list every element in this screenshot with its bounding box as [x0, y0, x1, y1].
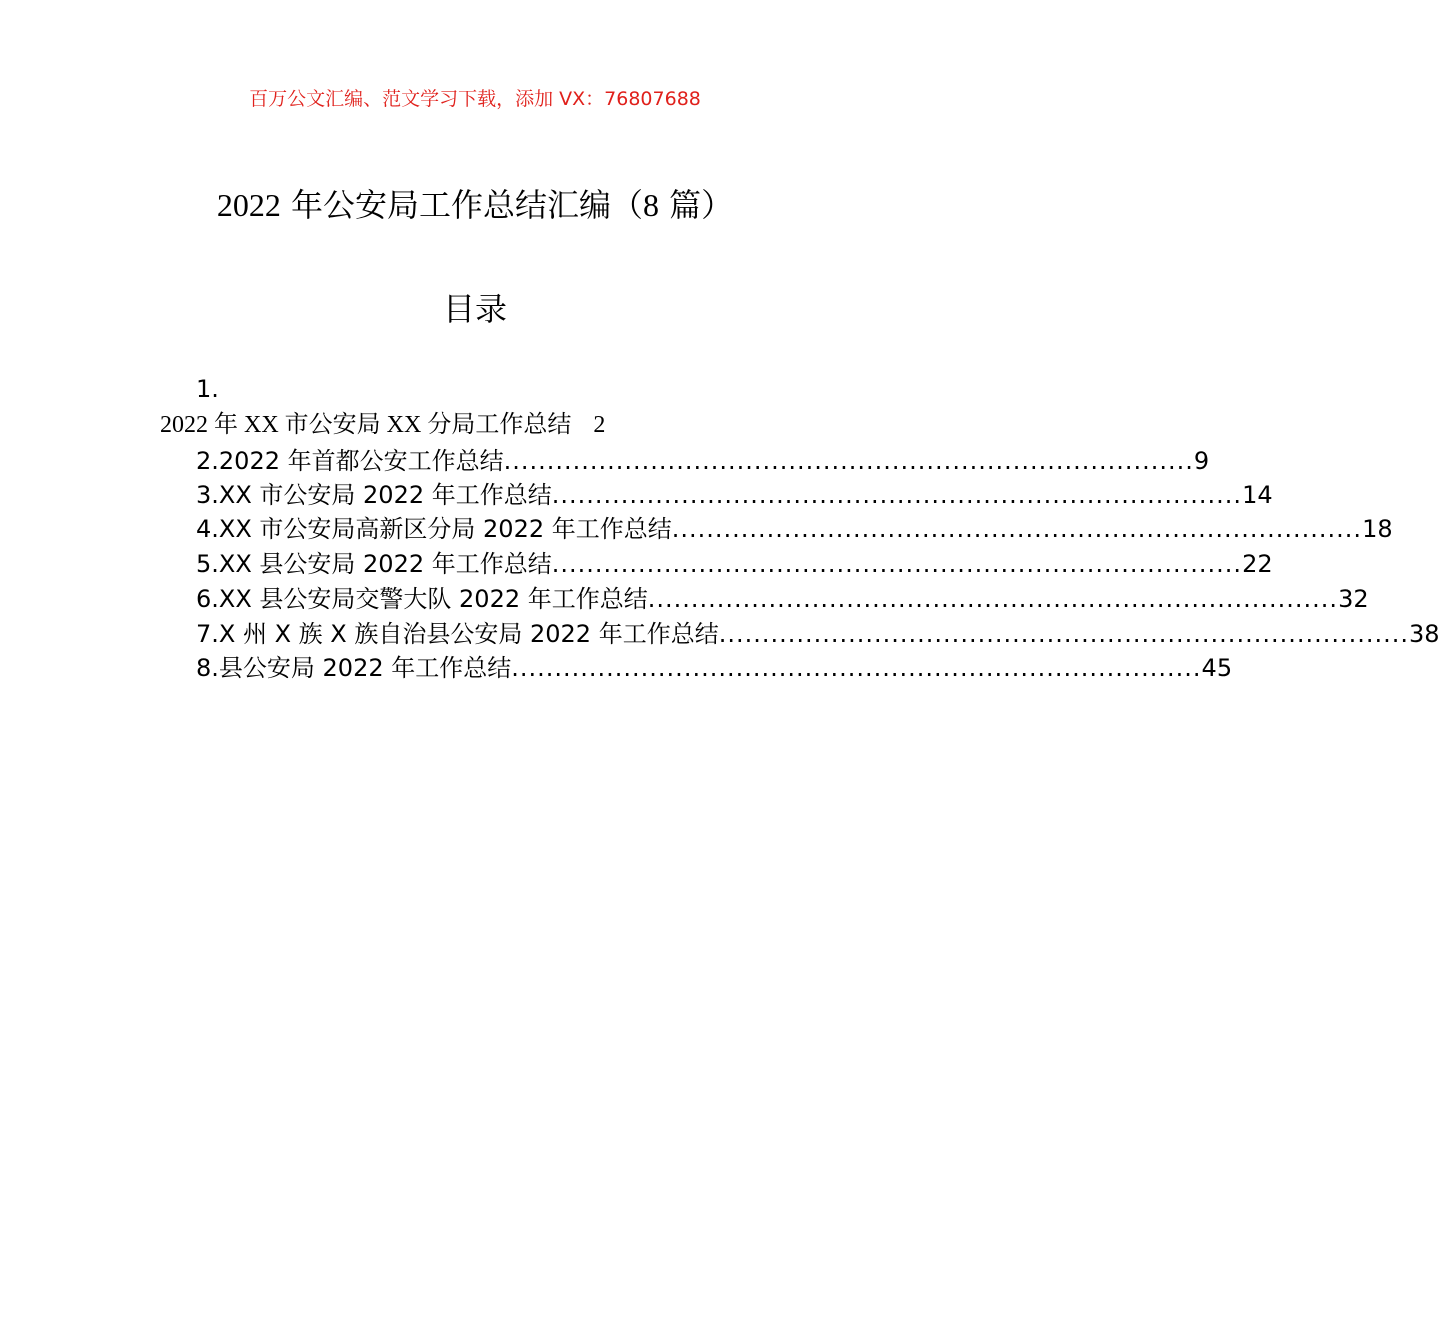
toc-entry-page: 32 — [1338, 585, 1369, 613]
toc-entry-text: 4.XX 市公安局高新区分局 2022 年工作总结 — [196, 515, 672, 543]
toc-entry-page: 38 — [1409, 620, 1440, 648]
toc-entry[interactable] — [196, 547, 1273, 581]
toc-entry-1-text: 2022 年 XX 市公安局 XX 分局工作总结 — [160, 412, 572, 438]
title-suffix: 篇） — [659, 186, 734, 224]
toc-leader: ................................................................................ — [671, 515, 1363, 543]
toc-entry-text: 5.XX 县公安局 2022 年工作总结 — [196, 550, 552, 578]
title-year: 2022 — [216, 187, 281, 223]
toc-entry[interactable] — [196, 651, 1233, 685]
toc-entry[interactable] — [196, 444, 1210, 478]
toc-leader: ................................................................................ — [551, 481, 1243, 509]
toc-entry-text: 7.X 州 X 族 X 族自治县公安局 2022 年工作总结 — [196, 620, 719, 648]
toc-entry-text: 6.XX 县公安局交警大队 2022 年工作总结 — [196, 585, 648, 613]
title-count: 8 — [643, 187, 659, 223]
toc-entry[interactable] — [196, 617, 1440, 651]
toc-entry-page: 22 — [1242, 550, 1273, 578]
title-main: 年公安局工作总结汇编（ — [280, 186, 643, 224]
toc-entry[interactable] — [196, 478, 1273, 512]
toc-entry-text: 8.县公安局 2022 年工作总结 — [196, 654, 512, 682]
toc-entry-text: 2.2022 年首都公安工作总结 — [196, 447, 504, 475]
toc-entry-1-page: 2 — [593, 412, 606, 438]
toc-leader: ................................................................................ — [511, 654, 1202, 682]
toc-entry-1[interactable] — [160, 408, 605, 442]
toc-entry-page: 9 — [1193, 447, 1210, 475]
toc-entry-page: 14 — [1242, 481, 1273, 509]
toc-leader: ................................................................................ — [503, 447, 1194, 475]
toc-entry-text: 3.XX 市公安局 2022 年工作总结 — [196, 481, 552, 509]
document-title — [0, 180, 950, 226]
toc-leader: ................................................................................ — [718, 620, 1410, 648]
toc-leader: ................................................................................ — [647, 585, 1339, 613]
toc-leader: ................................................................................ — [551, 550, 1243, 578]
toc-entry-page: 45 — [1201, 654, 1233, 682]
toc-entry-page: 18 — [1362, 515, 1393, 543]
header-note: 百万公文汇编、范文学习下载，添加 VX：76807688 — [249, 88, 701, 110]
toc-entry[interactable] — [196, 582, 1369, 616]
toc-entry[interactable] — [196, 512, 1393, 546]
toc-entry-1-number: 1. — [196, 375, 219, 403]
toc-heading: 目录 — [442, 290, 507, 328]
